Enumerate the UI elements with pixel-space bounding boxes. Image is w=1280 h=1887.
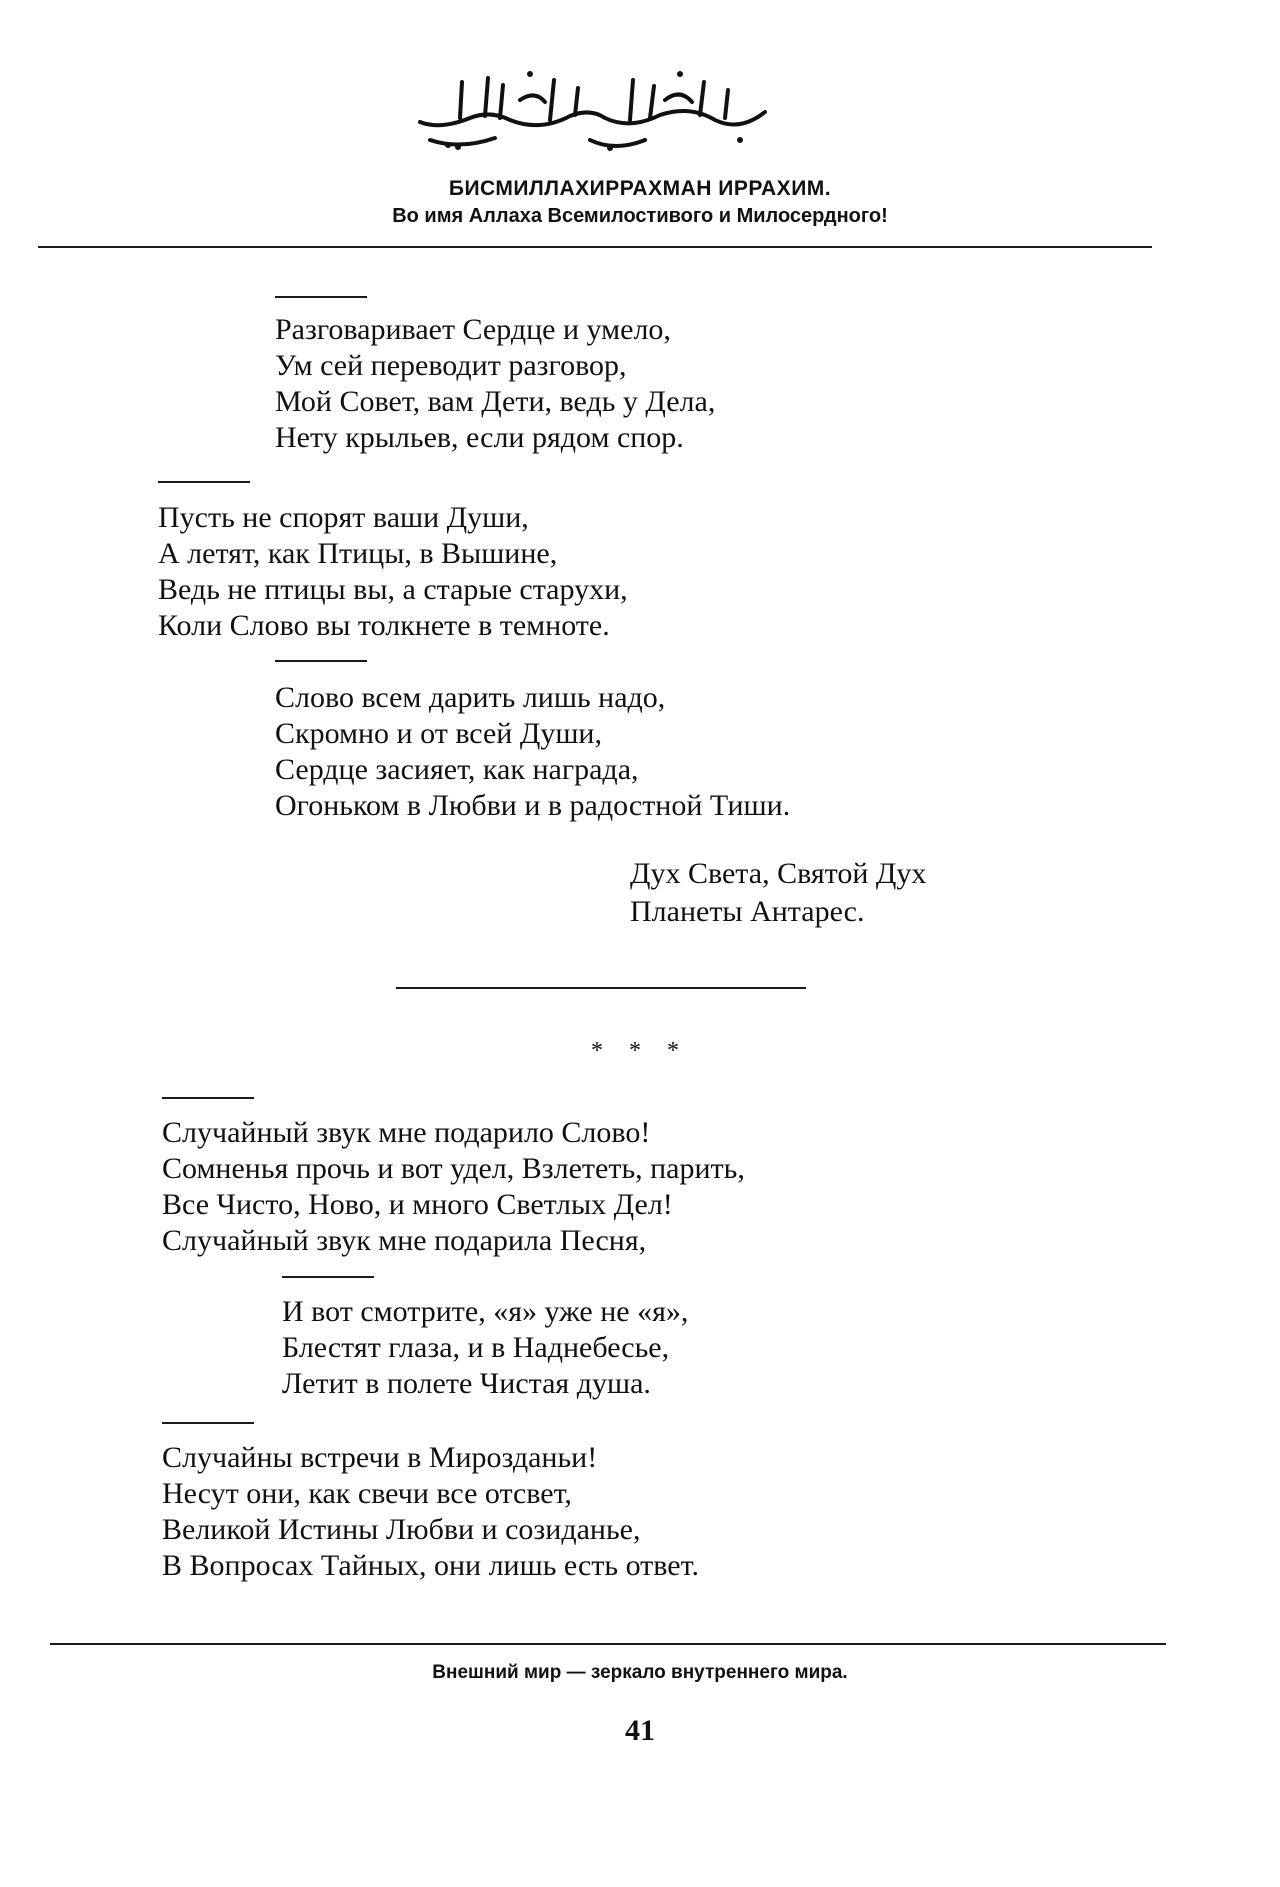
asterism: * * * <box>591 1038 689 1064</box>
signature <box>630 855 926 931</box>
verse-line: Случайный звук мне подарило Слово! <box>162 1116 651 1149</box>
poem2-stanza3 <box>162 1440 699 1584</box>
verse-line: Ум сей переводит разговор, <box>275 349 627 382</box>
footer-motto: Внешний мир — зеркало внутреннего мира. <box>432 1662 848 1683</box>
verse-line: Несут они, как свечи все отсвет, <box>162 1477 572 1510</box>
verse-line: Ведь не птицы вы, а старые старухи, <box>158 573 628 606</box>
stanza-dash <box>158 481 250 483</box>
verse-line: Огоньком в Любви и в радостной Тиши. <box>275 789 791 822</box>
verse-line: Все Чисто, Ново, и много Светлых Дел! <box>162 1188 673 1221</box>
verse-line: Летит в полете Чистая душа. <box>282 1367 651 1400</box>
stanza-dash <box>275 660 367 662</box>
verse-line: Скромно и от всей Души, <box>275 717 602 750</box>
footer-divider <box>50 1643 1166 1645</box>
verse-line: А летят, как Птицы, в Вышине, <box>158 537 558 570</box>
verse-line: Слово всем дарить лишь надо, <box>275 681 666 714</box>
header-subtitle: Во имя Аллаха Всемилостивого и Милосердного! <box>392 205 888 227</box>
page-number: 41 <box>625 1714 655 1747</box>
poem1-stanza2 <box>158 500 628 644</box>
verse-line: И вот смотрите, «я» уже не «я», <box>282 1295 689 1328</box>
basmala-calligraphy <box>400 60 780 155</box>
poem2-stanza2 <box>282 1294 688 1402</box>
header-divider <box>38 246 1152 248</box>
header-title: БИСМИЛЛАХИРРАХМАН ИРРАХИМ. <box>448 177 832 200</box>
section-divider <box>396 987 806 989</box>
poem2-stanza1 <box>162 1115 745 1259</box>
signature-line: Дух Света, Святой Дух <box>630 857 927 890</box>
verse-line: Сердце засияет, как награда, <box>275 753 639 786</box>
verse-line: Коли Слово вы толкнете в темноте. <box>158 609 610 642</box>
verse-line: Блестят глаза, и в Наднебесье, <box>282 1331 670 1364</box>
stanza-dash <box>162 1097 254 1099</box>
stanza-dash <box>282 1276 374 1278</box>
verse-line: Нету крыльев, если рядом спор. <box>275 421 684 454</box>
stanza-dash <box>275 296 367 298</box>
verse-line: Разговаривает Сердце и умело, <box>275 313 671 346</box>
verse-line: Сомненья прочь и вот удел, Взлететь, парить, <box>162 1152 745 1185</box>
verse-line: Случайны встречи в Мирозданьи! <box>162 1441 598 1474</box>
verse-line: Мой Совет, вам Дети, ведь у Дела, <box>275 385 716 418</box>
poem1-stanza3 <box>275 680 790 824</box>
poem1-stanza1 <box>275 312 715 456</box>
verse-line: Пусть не спорят ваши Души, <box>158 501 529 534</box>
stanza-dash <box>162 1422 254 1424</box>
signature-line: Планеты Антарес. <box>630 895 865 928</box>
verse-line: Случайный звук мне подарила Песня, <box>162 1224 647 1257</box>
verse-line: В Вопросах Тайных, они лишь есть ответ. <box>162 1549 699 1582</box>
verse-line: Великой Истины Любви и созиданье, <box>162 1513 641 1546</box>
